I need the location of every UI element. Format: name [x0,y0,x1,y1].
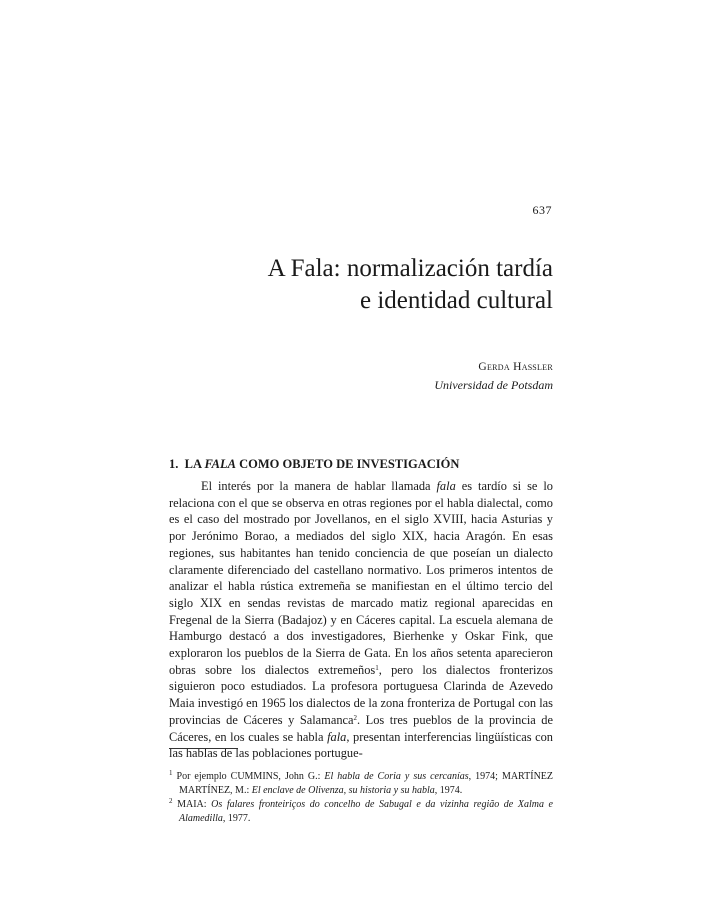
author-block [434,358,553,394]
body-italic-fala-1: fala [436,479,456,493]
author-name: Gerda Haßler [478,361,553,373]
section-title-start: LA [184,457,205,471]
body-text-4: . Los tres pueblos de la provincia de Cáceres, en los cuales se habla [169,712,553,744]
footnote-1-mark: 1 [169,769,173,777]
section-title-end: COMO OBJETO DE INVESTIGACIÓN [235,457,460,471]
footnote-ref-2: 2 [353,713,358,722]
footnote-1 [169,770,553,797]
footnote-separator [169,748,238,749]
body-text-1: El interés por la manera de hablar llamada [201,479,437,493]
footnote-2 [169,798,553,825]
footnote-1-text-b: , 1974; MARTÍNEZ MARTÍNEZ, M.: [179,771,554,796]
section-number: 1. [169,457,179,471]
footnote-1-text-a: Por ejemplo CUMMINS, John G.: [172,771,325,782]
body-text-2: es tardío si se lo relaciona con el que se observa en otras regiones por el habla dialectal, como es el caso del mostrado por Jovellanos, en el siglo XVIII, hacia Asturias y por Jerónimo Borao, a mediados del siglo XIX, hacia Aragón. En esas regiones, sus habitantes han tenido conciencia de que poseían un dialecto claramente diferenciado del castellano normativo. Los primeros intentos de analizar el habla rústica extremeña se manifiestan en el último tercio del siglo XIX en sendas revistas de marcado matiz regional aparecidas en Fregenal de la Sierra (Badajoz) y en Cáceres capital. La escuela alemana de Hamburgo destacó a dos investigadores, Bierhenke y Oskar Fink, que exploraron los pueblos de la Sierra de Gata. En los años setenta aparecieron obras sobre los dialectos extremeños [169,479,553,677]
section-heading [169,457,553,472]
footnote-1-text-c: , 1974. [434,784,463,796]
section-title-italic: FALA [204,457,236,471]
footnote-ref-1: 1 [375,663,379,672]
article-title [153,253,553,317]
body-text-3: , pero los dialectos fronterizos siguieron poco estudiados. La profesora portuguesa Clarinda de Azevedo Maia investigó en 1965 los dialectos de la zona fronteriza de Portugal con las provincias de Cáceres y Salamanca [169,662,553,727]
page-number: 637 [532,203,552,217]
body-paragraph [169,478,553,762]
body-italic-fala-2: fala [327,729,347,744]
footnote-2-text-b: , 1977. [222,812,251,824]
title-line-2: e identidad cultural [360,287,553,314]
body-text-5: , presentan interferencias lingüísticas con las hablas de las poblaciones portugue- [169,729,553,761]
author-institution: Universidad de Potsdam [434,378,553,392]
footnote-1-title-a: El habla de Coria y sus cercanías [324,771,469,782]
footnote-1-title-b: El enclave de Olivenza, su historia y su habla [251,784,435,796]
title-line-1: A Fala: normalización tardía [267,255,553,282]
footnote-2-mark: 2 [169,797,173,805]
footnote-2-text-a: MAIA: [172,799,212,810]
footnote-2-title: Os falares fronteiriços do concelho de Sabugal e da vizinha região de Xalma e Alamedilla [179,799,553,824]
